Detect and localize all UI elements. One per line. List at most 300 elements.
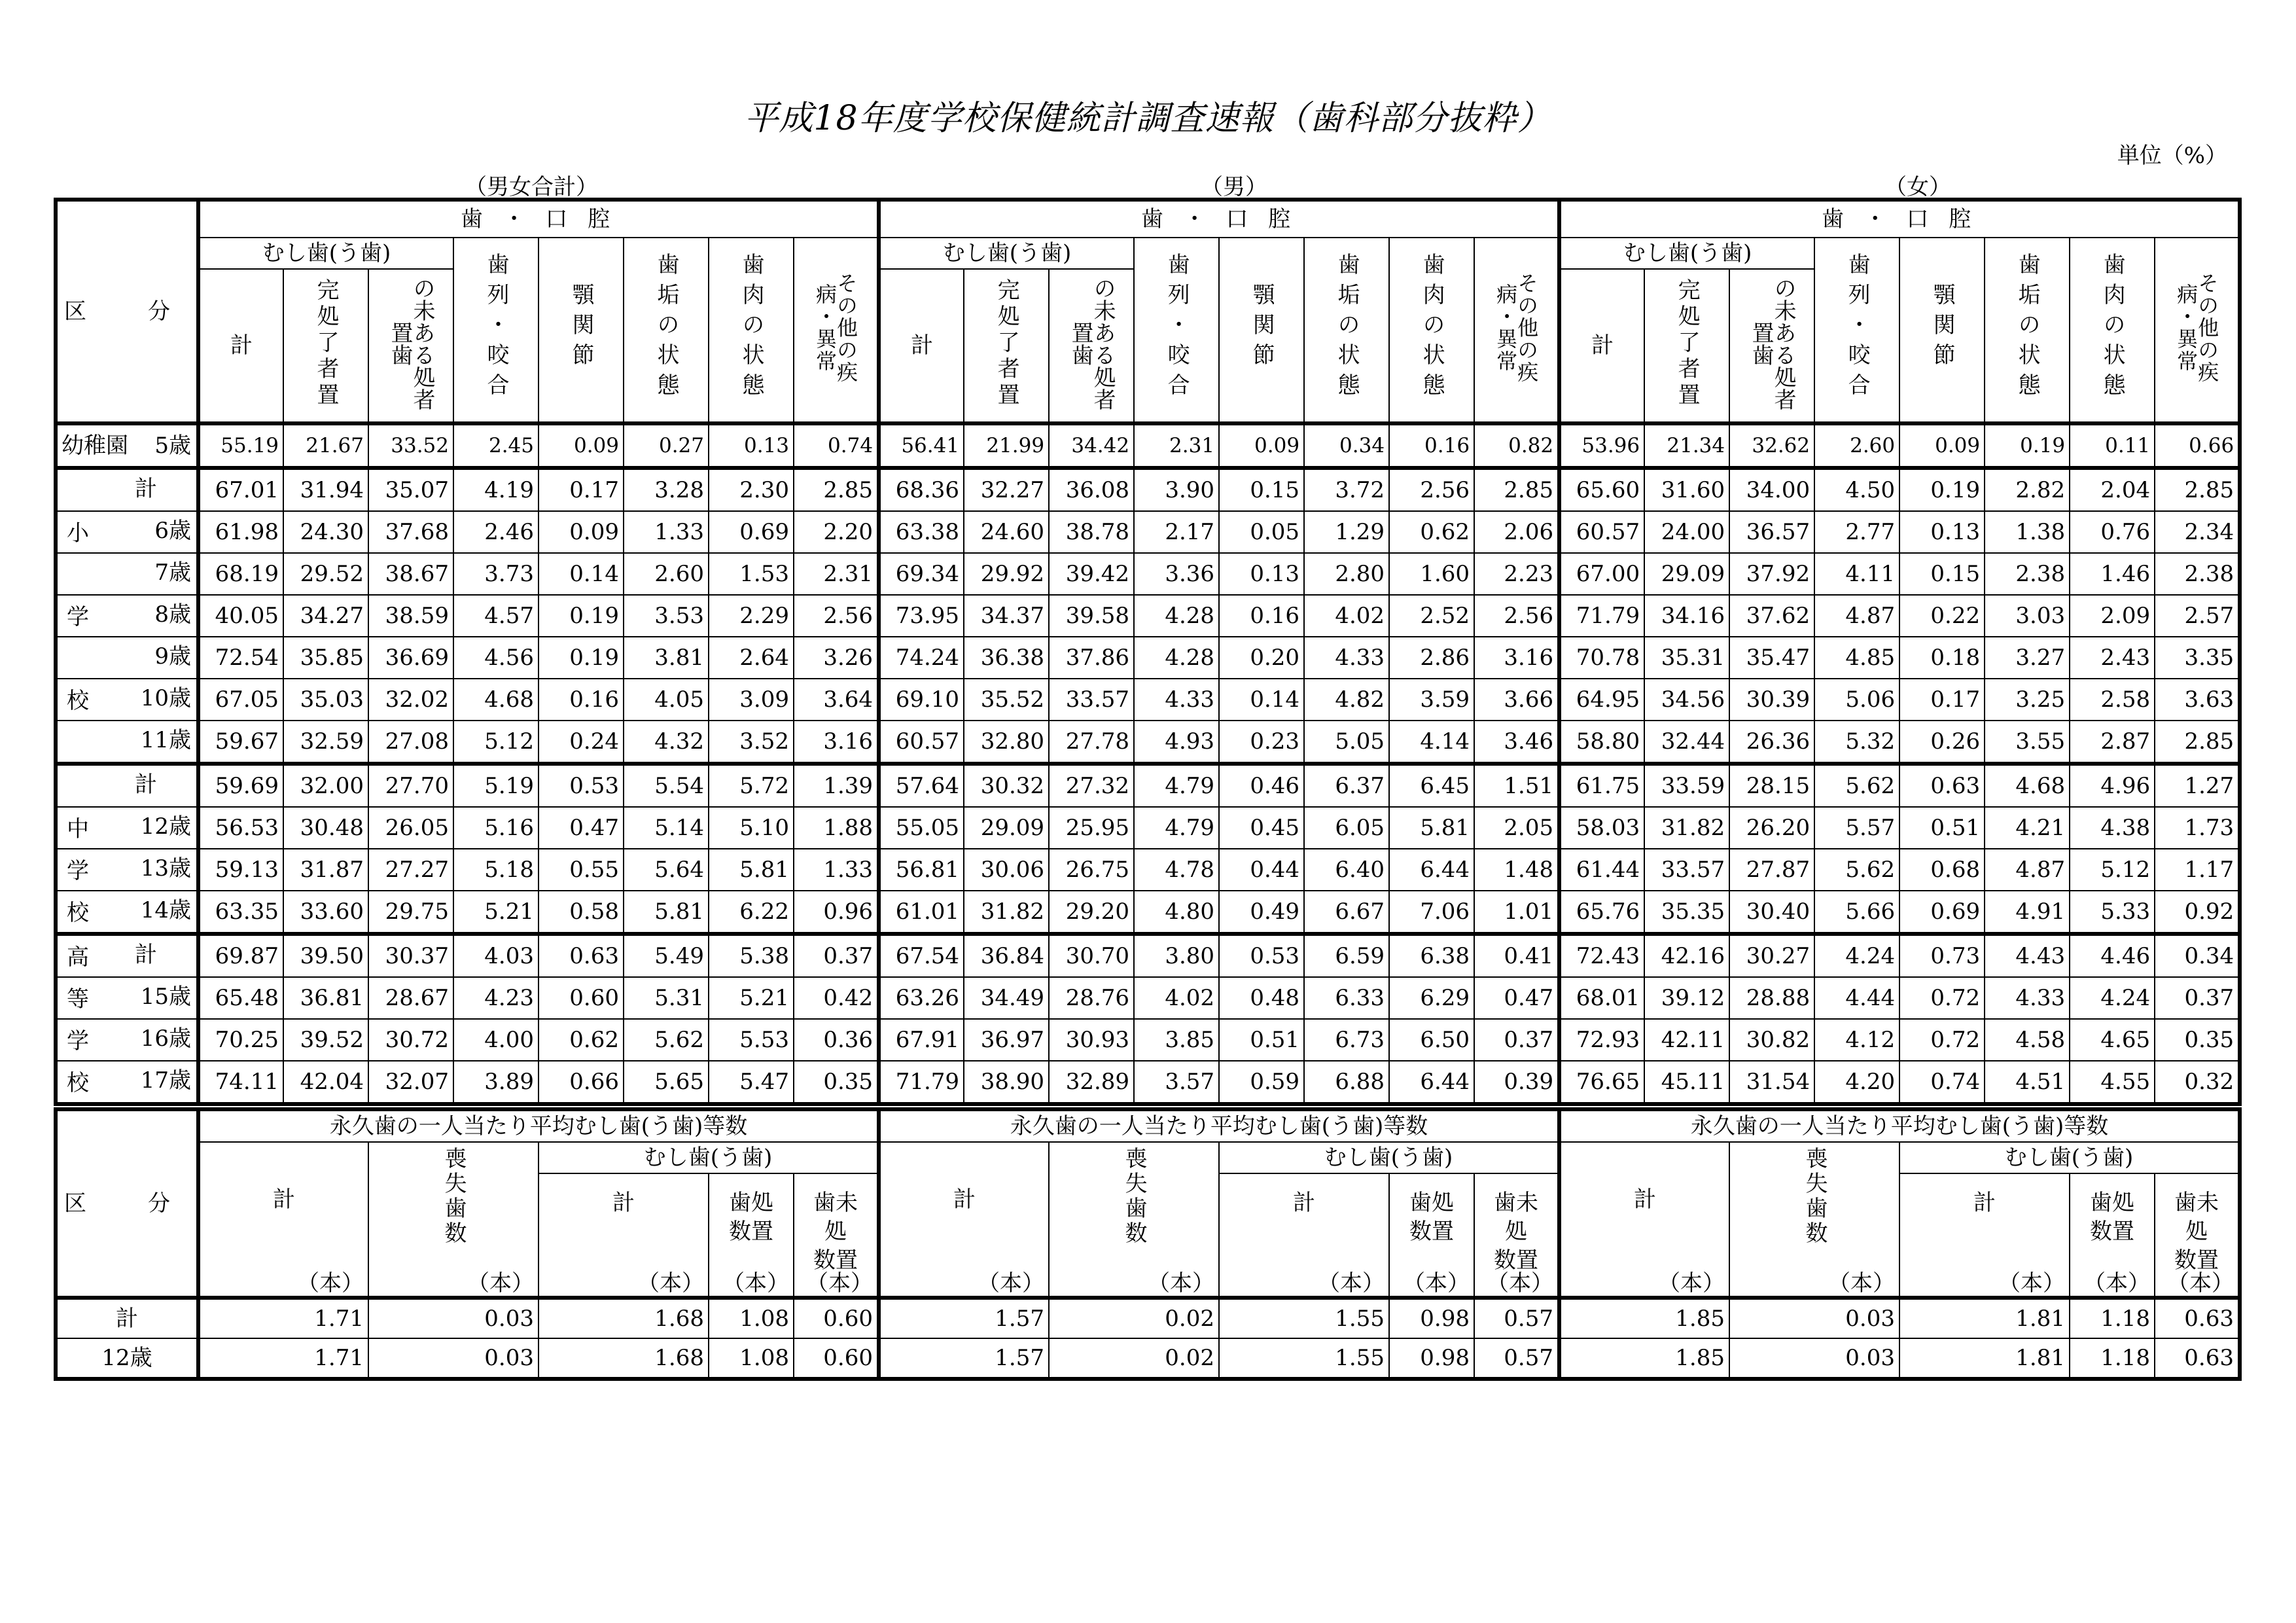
- value-cell: 36.38: [964, 637, 1049, 679]
- value-cell: 6.50: [1389, 1019, 1474, 1061]
- value-cell: 0.19: [1985, 423, 2070, 468]
- value-cell: 3.63: [2155, 679, 2240, 721]
- value-cell: 39.50: [283, 934, 368, 977]
- value-cell: 29.92: [964, 553, 1049, 595]
- value-cell: 0.15: [1219, 468, 1304, 511]
- value-cell: 36.84: [964, 934, 1049, 977]
- table-row: [56, 721, 2240, 764]
- row-label: [56, 721, 198, 764]
- row-label: [56, 511, 198, 553]
- value-cell: 63.38: [879, 511, 964, 553]
- value-cell: 40.05: [198, 595, 283, 637]
- value-cell: 35.07: [368, 468, 453, 511]
- value-cell: 1.53: [709, 553, 794, 595]
- table-row: [56, 934, 2240, 977]
- permanent-teeth-table: [54, 1107, 2242, 1381]
- value-cell: 21.67: [283, 423, 368, 468]
- value-cell: 4.78: [1134, 849, 1219, 891]
- value-cell: 4.33: [1985, 977, 2070, 1019]
- value-cell: 2.57: [2155, 595, 2240, 637]
- value-cell: 65.60: [1559, 468, 1644, 511]
- table-row: [56, 468, 2240, 511]
- gum-header: 歯肉の状態: [1389, 238, 1474, 423]
- kei-header: 計: [879, 269, 964, 423]
- value-cell: 0.36: [794, 1019, 879, 1061]
- value-cell: 72.93: [1559, 1019, 1644, 1061]
- value-cell: 5.06: [1814, 679, 1899, 721]
- value-cell: 45.11: [1644, 1061, 1729, 1104]
- value-cell: 31.82: [964, 891, 1049, 934]
- value-cell: 30.39: [1729, 679, 1814, 721]
- perm-untreated-header: 歯未 処 数置 （本）: [1474, 1173, 1559, 1298]
- kei-header: 計: [198, 269, 283, 423]
- perm-caries-kei-header: 計 （本）: [1219, 1173, 1389, 1298]
- value-cell: 31.87: [283, 849, 368, 891]
- value-cell: 5.31: [624, 977, 709, 1019]
- perm-value-cell: 0.03: [368, 1338, 539, 1379]
- value-cell: 0.72: [1899, 977, 1985, 1019]
- value-cell: 6.45: [1389, 764, 1474, 807]
- value-cell: 3.72: [1304, 468, 1389, 511]
- value-cell: 1.01: [1474, 891, 1559, 934]
- value-cell: 33.60: [283, 891, 368, 934]
- perm-untreated-header: 歯未 処 数置 （本）: [794, 1173, 879, 1298]
- value-cell: 0.09: [1219, 423, 1304, 468]
- value-cell: 36.69: [368, 637, 453, 679]
- value-cell: 6.88: [1304, 1061, 1389, 1104]
- value-cell: 2.60: [1814, 423, 1899, 468]
- treated-header: 完処了者置: [964, 269, 1049, 423]
- value-cell: 0.34: [1304, 423, 1389, 468]
- value-cell: 30.40: [1729, 891, 1814, 934]
- perm-value-cell: 1.55: [1219, 1338, 1389, 1379]
- value-cell: 4.12: [1814, 1019, 1899, 1061]
- value-cell: 0.49: [1219, 891, 1304, 934]
- value-cell: 59.69: [198, 764, 283, 807]
- value-cell: 37.92: [1729, 553, 1814, 595]
- value-cell: 26.36: [1729, 721, 1814, 764]
- value-cell: 35.85: [283, 637, 368, 679]
- untreated-header: の未ある処者置歯: [368, 269, 453, 423]
- value-cell: 37.62: [1729, 595, 1814, 637]
- perm-value-cell: 1.68: [539, 1338, 709, 1379]
- table-row: [56, 977, 2240, 1019]
- value-cell: 65.76: [1559, 891, 1644, 934]
- table-row: [56, 511, 2240, 553]
- value-cell: 5.47: [709, 1061, 794, 1104]
- value-cell: 4.50: [1814, 468, 1899, 511]
- value-cell: 4.79: [1134, 764, 1219, 807]
- value-cell: 0.37: [1474, 1019, 1559, 1061]
- value-cell: 3.66: [1474, 679, 1559, 721]
- value-cell: 32.02: [368, 679, 453, 721]
- value-cell: 4.93: [1134, 721, 1219, 764]
- value-cell: 5.62: [1814, 849, 1899, 891]
- value-cell: 5.81: [709, 849, 794, 891]
- value-cell: 55.19: [198, 423, 283, 468]
- other-header: その他の疾病・異常: [2155, 238, 2240, 423]
- value-cell: 3.36: [1134, 553, 1219, 595]
- value-cell: 1.46: [2070, 553, 2155, 595]
- value-cell: 74.24: [879, 637, 964, 679]
- value-cell: 27.08: [368, 721, 453, 764]
- value-cell: 26.75: [1049, 849, 1134, 891]
- value-cell: 2.43: [2070, 637, 2155, 679]
- value-cell: 5.21: [453, 891, 539, 934]
- value-cell: 3.09: [709, 679, 794, 721]
- value-cell: 0.53: [539, 764, 624, 807]
- value-cell: 39.58: [1049, 595, 1134, 637]
- value-cell: 1.38: [1985, 511, 2070, 553]
- value-cell: 4.11: [1814, 553, 1899, 595]
- value-cell: 35.31: [1644, 637, 1729, 679]
- value-cell: 32.80: [964, 721, 1049, 764]
- value-cell: 0.44: [1219, 849, 1304, 891]
- value-cell: 34.49: [964, 977, 1049, 1019]
- value-cell: 5.12: [453, 721, 539, 764]
- value-cell: 4.56: [453, 637, 539, 679]
- value-cell: 42.11: [1644, 1019, 1729, 1061]
- value-cell: 69.34: [879, 553, 964, 595]
- value-cell: 4.55: [2070, 1061, 2155, 1104]
- value-cell: 27.32: [1049, 764, 1134, 807]
- perm-value-cell: 1.08: [709, 1338, 794, 1379]
- row-label: [56, 595, 198, 637]
- value-cell: 4.57: [453, 595, 539, 637]
- perm-caries-header: むし歯(う歯): [1899, 1142, 2240, 1173]
- value-cell: 32.62: [1729, 423, 1814, 468]
- value-cell: 6.44: [1389, 849, 1474, 891]
- value-cell: 3.57: [1134, 1061, 1219, 1104]
- value-cell: 39.52: [283, 1019, 368, 1061]
- value-cell: 0.60: [539, 977, 624, 1019]
- value-cell: 0.46: [1219, 764, 1304, 807]
- value-cell: 3.27: [1985, 637, 2070, 679]
- perm-treated-header: 歯処 数置 （本）: [1389, 1173, 1474, 1298]
- value-cell: 29.52: [283, 553, 368, 595]
- untreated-header: の未ある処者置歯: [1729, 269, 1814, 423]
- value-cell: 4.87: [1985, 849, 2070, 891]
- value-cell: 0.66: [539, 1061, 624, 1104]
- value-cell: 3.89: [453, 1061, 539, 1104]
- perm-row-label: 12歳: [56, 1338, 198, 1379]
- value-cell: 53.96: [1559, 423, 1644, 468]
- table-row: [56, 595, 2240, 637]
- perm-value-cell: 1.68: [539, 1298, 709, 1338]
- perm-value-cell: 0.02: [1049, 1338, 1219, 1379]
- group-label-male: （男）: [1201, 174, 1267, 200]
- value-cell: 26.20: [1729, 807, 1814, 849]
- value-cell: 0.35: [794, 1061, 879, 1104]
- value-cell: 25.95: [1049, 807, 1134, 849]
- value-cell: 32.89: [1049, 1061, 1134, 1104]
- treated-header: 完処了者置: [283, 269, 368, 423]
- lost-teeth-header: 喪失歯数 （本）: [1049, 1142, 1219, 1298]
- value-cell: 57.64: [879, 764, 964, 807]
- value-cell: 4.32: [624, 721, 709, 764]
- school-label: 学: [67, 858, 89, 884]
- perm-value-cell: 1.81: [1899, 1338, 2070, 1379]
- other-header: その他の疾病・異常: [1474, 238, 1559, 423]
- value-cell: 3.64: [794, 679, 879, 721]
- value-cell: 58.80: [1559, 721, 1644, 764]
- school-label: 校: [67, 900, 89, 926]
- tmj-header: 顎関節: [1899, 238, 1985, 423]
- value-cell: 35.03: [283, 679, 368, 721]
- gum-header: 歯肉の状態: [709, 238, 794, 423]
- value-cell: 4.28: [1134, 637, 1219, 679]
- value-cell: 71.79: [879, 1061, 964, 1104]
- value-cell: 0.17: [539, 468, 624, 511]
- row-label: [56, 679, 198, 721]
- value-cell: 0.53: [1219, 934, 1304, 977]
- value-cell: 2.77: [1814, 511, 1899, 553]
- value-cell: 35.47: [1729, 637, 1814, 679]
- value-cell: 0.62: [539, 1019, 624, 1061]
- value-cell: 31.60: [1644, 468, 1729, 511]
- kubun-header: 区 分: [56, 200, 198, 423]
- age-label: 11歳: [140, 727, 191, 753]
- age-label: 16歳: [140, 1026, 191, 1052]
- unit-label: 単位（%）: [2117, 143, 2227, 169]
- value-cell: 2.09: [2070, 595, 2155, 637]
- value-cell: 30.82: [1729, 1019, 1814, 1061]
- value-cell: 4.80: [1134, 891, 1219, 934]
- value-cell: 6.37: [1304, 764, 1389, 807]
- value-cell: 70.25: [198, 1019, 283, 1061]
- perm-value-cell: 1.55: [1219, 1298, 1389, 1338]
- value-cell: 38.59: [368, 595, 453, 637]
- perm-value-cell: 1.57: [879, 1338, 1049, 1379]
- value-cell: 3.46: [1474, 721, 1559, 764]
- value-cell: 0.74: [794, 423, 879, 468]
- value-cell: 3.16: [794, 721, 879, 764]
- value-cell: 0.13: [1899, 511, 1985, 553]
- perm-value-cell: 1.08: [709, 1298, 794, 1338]
- value-cell: 2.23: [1474, 553, 1559, 595]
- kubun-header: 区 分: [56, 1109, 198, 1298]
- row-label: [56, 934, 198, 977]
- value-cell: 5.16: [453, 807, 539, 849]
- value-cell: 0.27: [624, 423, 709, 468]
- value-cell: 30.32: [964, 764, 1049, 807]
- value-cell: 1.17: [2155, 849, 2240, 891]
- value-cell: 34.00: [1729, 468, 1814, 511]
- page-title: 平成18年度学校保健統計調査速報（歯科部分抜粋）: [744, 99, 1552, 138]
- value-cell: 2.31: [1134, 423, 1219, 468]
- value-cell: 56.53: [198, 807, 283, 849]
- value-cell: 5.10: [709, 807, 794, 849]
- value-cell: 61.75: [1559, 764, 1644, 807]
- school-label: 等: [67, 986, 89, 1012]
- value-cell: 72.54: [198, 637, 283, 679]
- value-cell: 2.31: [794, 553, 879, 595]
- value-cell: 2.29: [709, 595, 794, 637]
- value-cell: 0.14: [539, 553, 624, 595]
- perm-value-cell: 0.63: [2155, 1338, 2240, 1379]
- value-cell: 0.17: [1899, 679, 1985, 721]
- perm-caries-kei-header: 計 （本）: [1899, 1173, 2070, 1298]
- value-cell: 2.34: [2155, 511, 2240, 553]
- age-label: 計: [135, 772, 157, 798]
- value-cell: 3.52: [709, 721, 794, 764]
- value-cell: 5.54: [624, 764, 709, 807]
- value-cell: 24.30: [283, 511, 368, 553]
- value-cell: 31.94: [283, 468, 368, 511]
- value-cell: 5.38: [709, 934, 794, 977]
- value-cell: 6.40: [1304, 849, 1389, 891]
- perm-value-cell: 1.18: [2070, 1298, 2155, 1338]
- value-cell: 34.56: [1644, 679, 1729, 721]
- perm-value-cell: 1.85: [1559, 1298, 1729, 1338]
- value-cell: 28.88: [1729, 977, 1814, 1019]
- value-cell: 5.53: [709, 1019, 794, 1061]
- age-label: 14歳: [140, 897, 191, 923]
- value-cell: 0.74: [1899, 1061, 1985, 1104]
- value-cell: 3.16: [1474, 637, 1559, 679]
- teeth-oral-header: 歯 ・ 口 腔: [879, 200, 1559, 238]
- value-cell: 2.58: [2070, 679, 2155, 721]
- value-cell: 0.92: [2155, 891, 2240, 934]
- perm-value-cell: 0.63: [2155, 1298, 2240, 1338]
- value-cell: 2.85: [794, 468, 879, 511]
- value-cell: 4.23: [453, 977, 539, 1019]
- value-cell: 1.29: [1304, 511, 1389, 553]
- perm-row: [56, 1298, 2240, 1338]
- value-cell: 29.20: [1049, 891, 1134, 934]
- value-cell: 0.32: [2155, 1061, 2240, 1104]
- value-cell: 4.85: [1814, 637, 1899, 679]
- value-cell: 0.58: [539, 891, 624, 934]
- perm-value-cell: 1.71: [198, 1298, 368, 1338]
- value-cell: 3.26: [794, 637, 879, 679]
- value-cell: 6.44: [1389, 1061, 1474, 1104]
- value-cell: 4.24: [2070, 977, 2155, 1019]
- value-cell: 60.57: [879, 721, 964, 764]
- school-label: 高: [67, 944, 89, 971]
- value-cell: 6.33: [1304, 977, 1389, 1019]
- row-label: [56, 764, 198, 807]
- value-cell: 0.26: [1899, 721, 1985, 764]
- value-cell: 0.73: [1899, 934, 1985, 977]
- value-cell: 31.54: [1729, 1061, 1814, 1104]
- value-cell: 33.57: [1644, 849, 1729, 891]
- value-cell: 0.22: [1899, 595, 1985, 637]
- value-cell: 0.63: [539, 934, 624, 977]
- value-cell: 3.53: [624, 595, 709, 637]
- value-cell: 69.87: [198, 934, 283, 977]
- value-cell: 24.00: [1644, 511, 1729, 553]
- value-cell: 3.85: [1134, 1019, 1219, 1061]
- value-cell: 59.67: [198, 721, 283, 764]
- value-cell: 5.32: [1814, 721, 1899, 764]
- value-cell: 34.27: [283, 595, 368, 637]
- value-cell: 0.11: [2070, 423, 2155, 468]
- caries-header: むし歯(う歯): [198, 238, 453, 269]
- value-cell: 4.03: [453, 934, 539, 977]
- perm-value-cell: 0.03: [1729, 1338, 1899, 1379]
- perm-caries-header: むし歯(う歯): [539, 1142, 879, 1173]
- value-cell: 69.10: [879, 679, 964, 721]
- value-cell: 0.69: [709, 511, 794, 553]
- value-cell: 3.25: [1985, 679, 2070, 721]
- value-cell: 30.06: [964, 849, 1049, 891]
- value-cell: 5.72: [709, 764, 794, 807]
- row-label: [56, 553, 198, 595]
- school-label: 校: [67, 688, 89, 714]
- value-cell: 5.62: [624, 1019, 709, 1061]
- value-cell: 0.45: [1219, 807, 1304, 849]
- value-cell: 27.70: [368, 764, 453, 807]
- value-cell: 6.22: [709, 891, 794, 934]
- age-label: 5歳: [154, 433, 191, 459]
- age-label: 計: [135, 942, 157, 968]
- value-cell: 0.19: [539, 595, 624, 637]
- teeth-oral-header: 歯 ・ 口 腔: [198, 200, 879, 238]
- school-label: 校: [67, 1070, 89, 1096]
- value-cell: 0.24: [539, 721, 624, 764]
- value-cell: 4.33: [1134, 679, 1219, 721]
- kei-header: 計: [1559, 269, 1644, 423]
- value-cell: 4.24: [1814, 934, 1899, 977]
- perm-treated-header: 歯処 数置 （本）: [2070, 1173, 2155, 1298]
- value-cell: 6.38: [1389, 934, 1474, 977]
- value-cell: 63.35: [198, 891, 283, 934]
- value-cell: 32.00: [283, 764, 368, 807]
- table-row: [56, 637, 2240, 679]
- value-cell: 0.16: [1389, 423, 1474, 468]
- tmj-header: 顎関節: [1219, 238, 1304, 423]
- value-cell: 2.04: [2070, 468, 2155, 511]
- value-cell: 32.07: [368, 1061, 453, 1104]
- value-cell: 4.79: [1134, 807, 1219, 849]
- value-cell: 28.15: [1729, 764, 1814, 807]
- value-cell: 42.16: [1644, 934, 1729, 977]
- value-cell: 0.15: [1899, 553, 1985, 595]
- value-cell: 67.00: [1559, 553, 1644, 595]
- perm-value-cell: 1.85: [1559, 1338, 1729, 1379]
- value-cell: 56.81: [879, 849, 964, 891]
- age-label: 15歳: [140, 984, 191, 1010]
- value-cell: 0.72: [1899, 1019, 1985, 1061]
- perm-caries-kei-header: 計 （本）: [539, 1173, 709, 1298]
- value-cell: 56.41: [879, 423, 964, 468]
- value-cell: 5.64: [624, 849, 709, 891]
- value-cell: 27.78: [1049, 721, 1134, 764]
- value-cell: 27.27: [368, 849, 453, 891]
- row-label: [56, 977, 198, 1019]
- value-cell: 5.66: [1814, 891, 1899, 934]
- teeth-oral-header: 歯 ・ 口 腔: [1559, 200, 2240, 238]
- value-cell: 73.95: [879, 595, 964, 637]
- value-cell: 5.05: [1304, 721, 1389, 764]
- value-cell: 32.27: [964, 468, 1049, 511]
- alignment-header: 歯列・咬合: [1134, 238, 1219, 423]
- value-cell: 32.59: [283, 721, 368, 764]
- value-cell: 1.33: [794, 849, 879, 891]
- value-cell: 39.12: [1644, 977, 1729, 1019]
- row-label: [56, 849, 198, 891]
- value-cell: 67.54: [879, 934, 964, 977]
- value-cell: 36.08: [1049, 468, 1134, 511]
- value-cell: 0.69: [1899, 891, 1985, 934]
- value-cell: 4.43: [1985, 934, 2070, 977]
- value-cell: 30.72: [368, 1019, 453, 1061]
- value-cell: 7.06: [1389, 891, 1474, 934]
- value-cell: 5.14: [624, 807, 709, 849]
- value-cell: 4.82: [1304, 679, 1389, 721]
- perm-treated-header: 歯処 数置 （本）: [709, 1173, 794, 1298]
